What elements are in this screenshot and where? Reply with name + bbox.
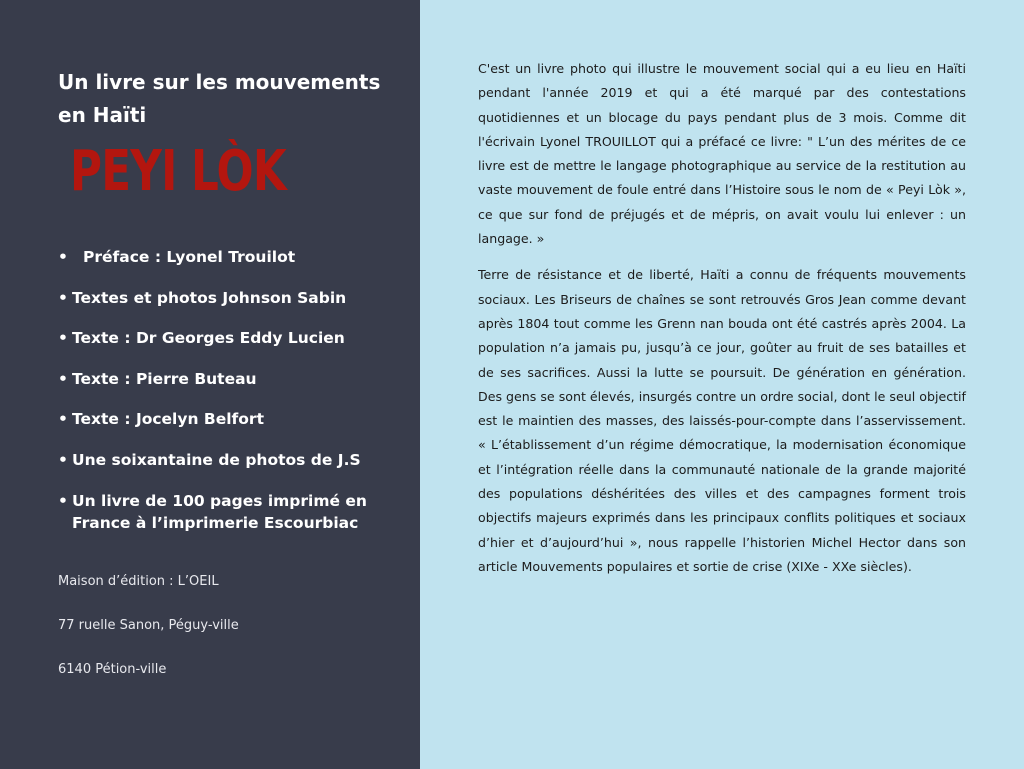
address-city: 6140 Pétion-ville	[58, 662, 167, 678]
right-panel	[420, 0, 1024, 769]
credit-text-belfort: • Texte : Jocelyn Belfort	[58, 408, 392, 430]
description-paragraph-2: Terre de résistance et de liberté, Haïti a connu de fréquents mouvements sociaux. Les Briseurs de chaînes se sont retrouvés Gros Jean comme devant après 1804 tout comme les Grenn nan bouda ont été castrés après 2004. La population n’a jamais pu, jusqu’à ce jour, goûter au fruit de ses batailles et de ses sacrifices. Aussi la lutte se poursuit. De génération en génération. Des gens se sont élevés, insurgés contre un ordre social, dont le seul objectif est le maintien des masses, des laissés-pour-compte dans l’asservissement. « L’établissement d’un régime démocratique, la modernisation économique et l’intégration réelle dans la communauté nationale de la grande majorité des populations déshéritées des villes et des campagnes forment trois objectifs majeurs exprimés dans les principaux conflits politiques et sociaux d’hier et d’aujourd’hui », nous rappelle l’historien Michel Hector dans son article Mouvements populaires et sortie de crise (XIXe - XXe siècles).	[478, 267, 966, 574]
credit-texts-photos: • Textes et photos Johnson Sabin	[58, 287, 392, 309]
book-heading: Un livre sur les mouvements en Haïti	[58, 70, 381, 127]
credit-printing: • Un livre de 100 pages imprimé en France à l’imprimerie Escourbiac	[58, 490, 392, 534]
credit-preface: • Préface : Lyonel Trouilot	[58, 246, 403, 268]
description-paragraph-1: C'est un livre photo qui illustre le mouvement social qui a eu lieu en Haïti pendant l'année 2019 et qui a été marqué par des contestations quotidiennes et un blocage du pays pendant plus de 3 mois. Comme dit l'écrivain Lyonel TROUILLOT qui a préfacé ce livre: " L’un des mérites de ce livre est de mettre le langage photographique au service de la restitution au vaste mouvement de foule entré dans l’Histoire sous le nom de « Peyi Lòk », ce que sur fond de préjugés et de mépris, on avait voulu lui enlever : un langage. »	[478, 61, 966, 247]
address-street: 77 ruelle Sanon, Péguy-ville	[58, 617, 239, 633]
publisher-name: Maison d’édition : L’OEIL	[58, 573, 219, 589]
credits-list	[58, 246, 420, 534]
credit-photos-count: • Une soixantaine de photos de J.S	[58, 449, 392, 471]
publisher-address	[58, 574, 420, 685]
credit-text-lucien: • Texte : Dr Georges Eddy Lucien	[58, 327, 392, 349]
left-panel	[0, 0, 420, 769]
peyi-lok-logo: PEYI LÒK	[70, 139, 286, 204]
credit-text-buteau: • Texte : Pierre Buteau	[58, 368, 392, 390]
